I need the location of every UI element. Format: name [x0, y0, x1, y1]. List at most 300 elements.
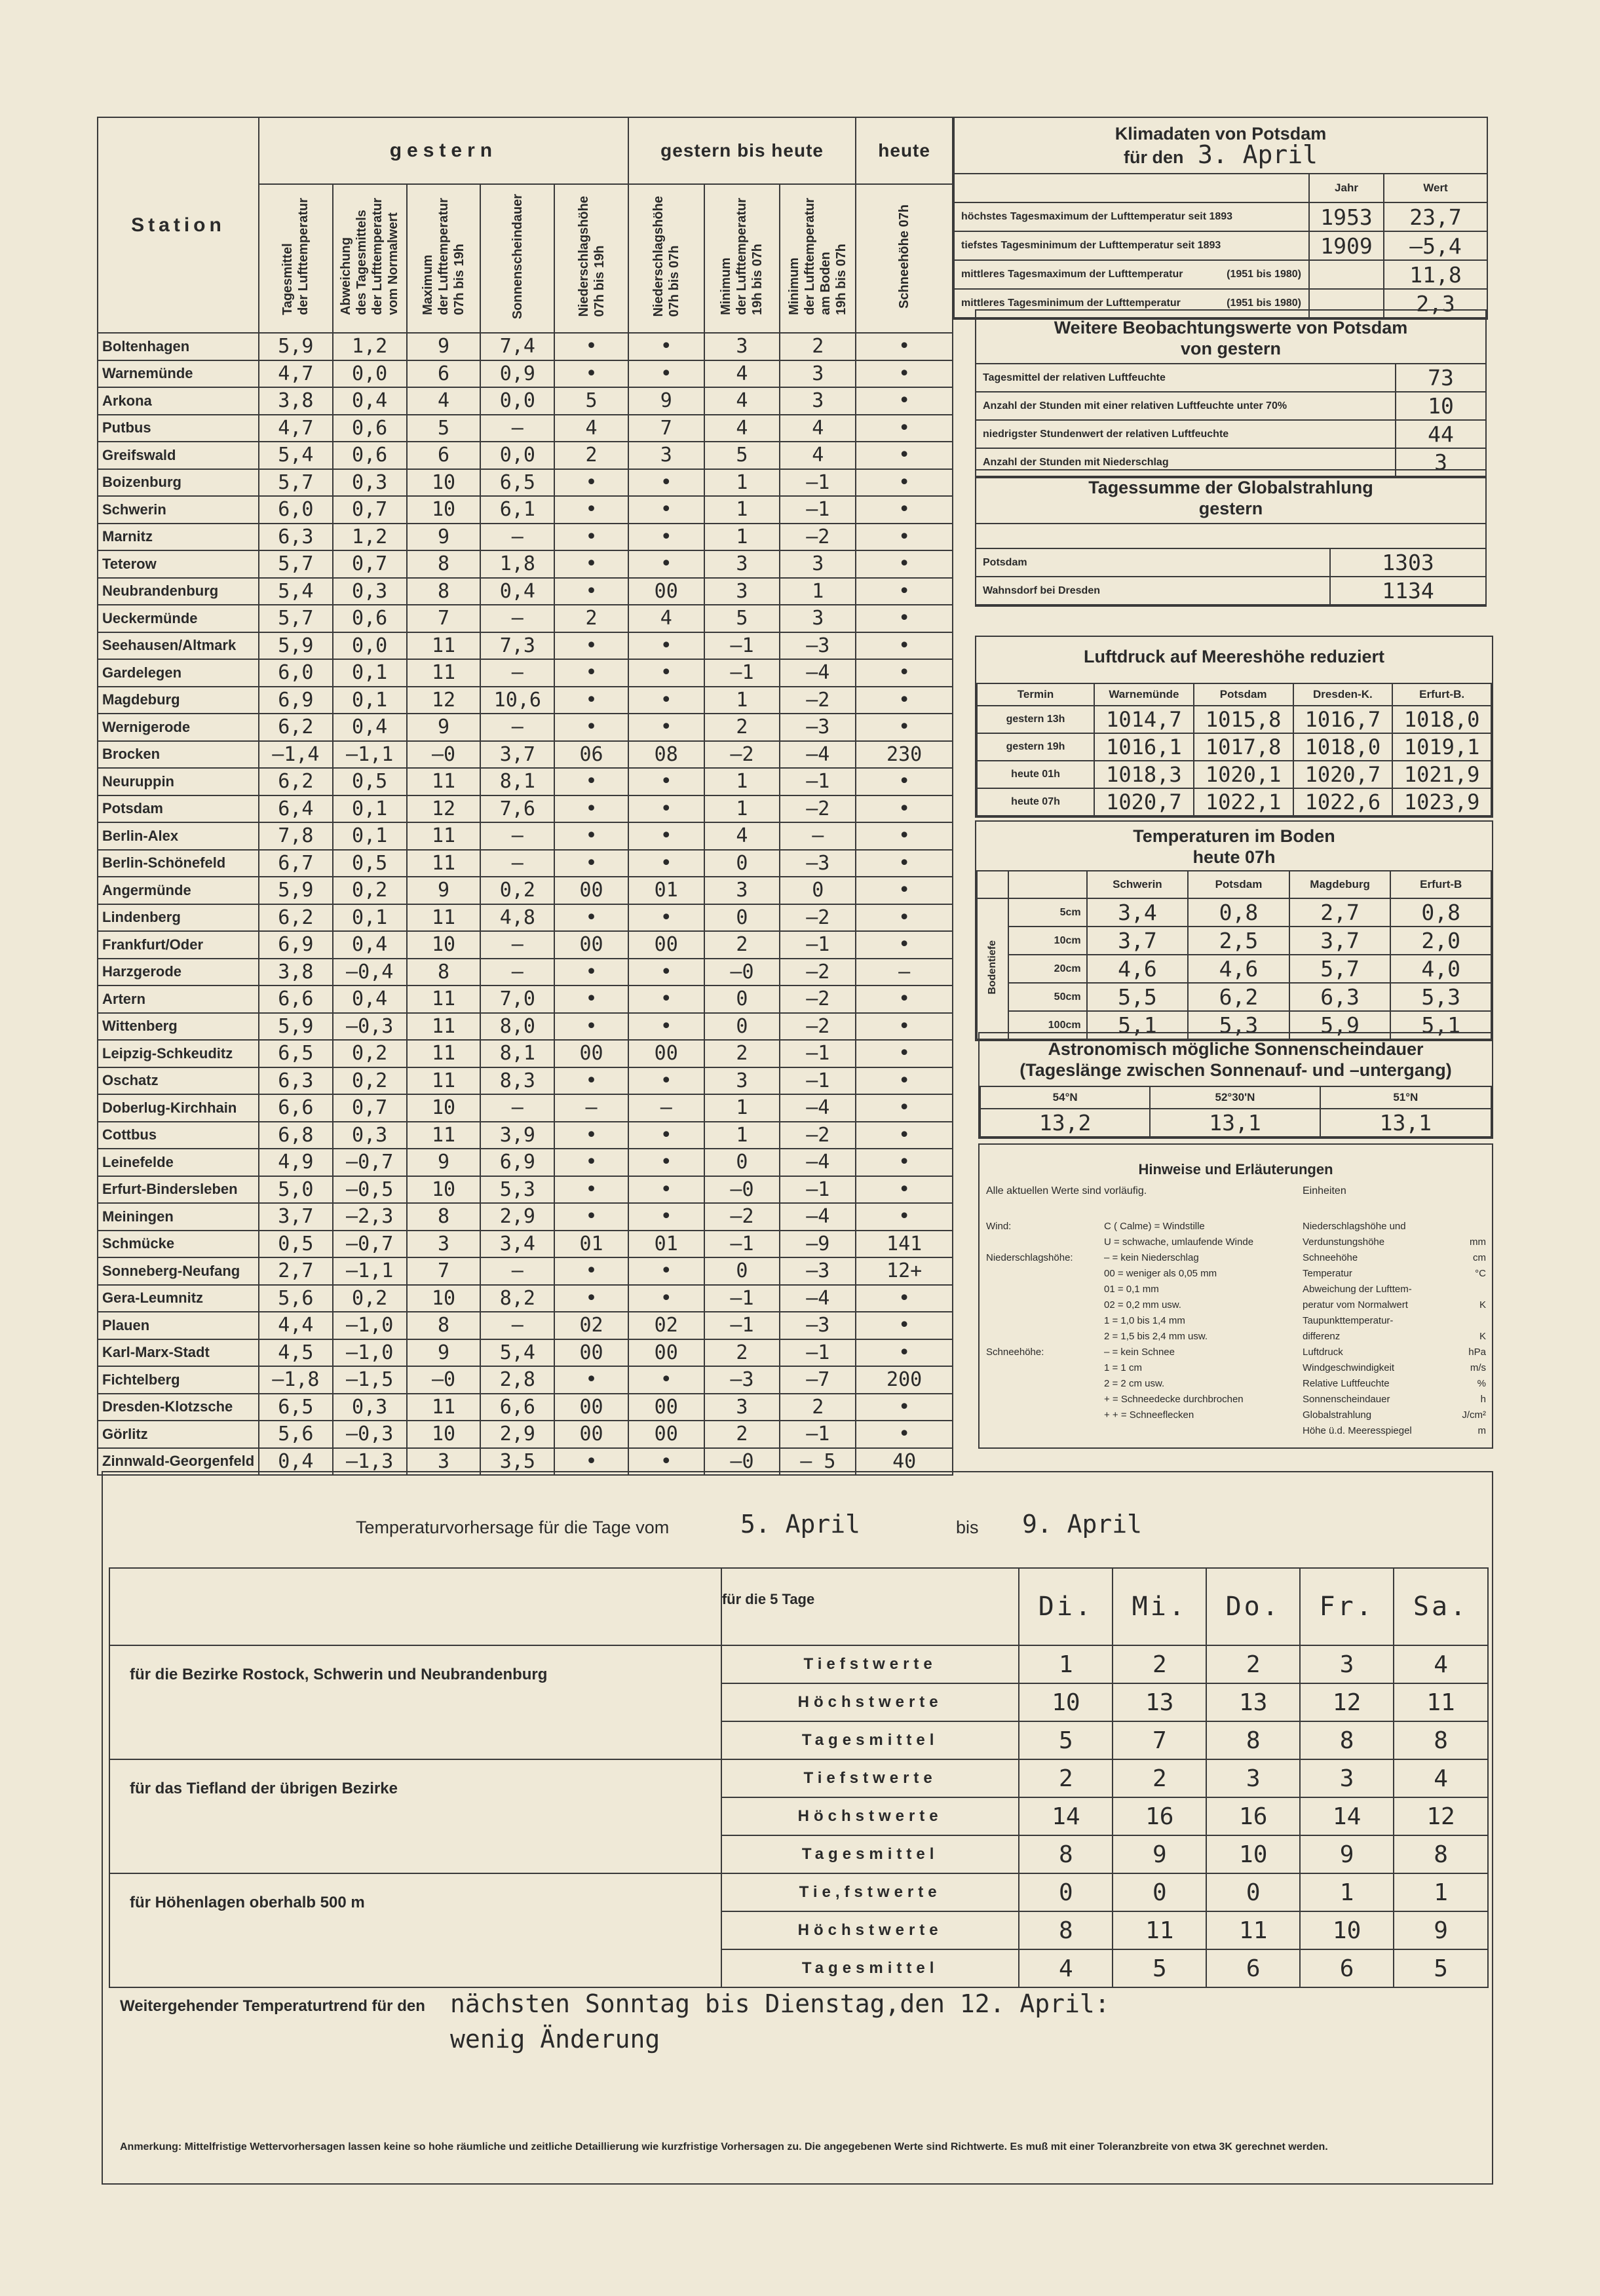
station-value: 3,7 — [259, 1203, 333, 1231]
station-value: 2 — [704, 714, 780, 741]
boden-value: 5,5 — [1087, 983, 1189, 1011]
station-row — [98, 360, 953, 388]
station-value: 6,2 — [259, 904, 333, 932]
hinweise-line — [986, 1234, 1294, 1250]
station-name: Frankfurt/Oder — [98, 931, 259, 959]
station-value: –1,3 — [333, 1448, 407, 1476]
station-value: • — [628, 714, 704, 741]
astro-value: 13,2 — [980, 1109, 1150, 1137]
station-value: –1 — [704, 1312, 780, 1339]
station-name: Potsdam — [98, 795, 259, 823]
forecast-value: 16 — [1113, 1797, 1206, 1835]
station-value: 00 — [554, 1040, 628, 1067]
station-value: –1,5 — [333, 1366, 407, 1394]
hinweise-key — [986, 1313, 1104, 1329]
station-name: Boltenhagen — [98, 333, 259, 360]
station-value: –1,8 — [259, 1366, 333, 1394]
unit-line — [1303, 1313, 1486, 1329]
klima-col-wert: Wert — [1384, 174, 1487, 202]
station-value: • — [554, 632, 628, 660]
station-value: • — [856, 1040, 953, 1067]
station-value: 12 — [407, 795, 481, 823]
station-value: • — [554, 333, 628, 360]
column-header — [259, 184, 333, 333]
station-value: 5,7 — [259, 550, 333, 578]
station-value: –1,0 — [333, 1312, 407, 1339]
station-value: • — [628, 524, 704, 551]
station-value: • — [856, 605, 953, 632]
column-header-label: Minimum der Lufttemperatur 19h bis 07h — [719, 198, 765, 315]
station-value: 3,7 — [480, 741, 554, 769]
boden-value: 3,7 — [1289, 927, 1391, 955]
station-row — [98, 1339, 953, 1367]
station-value: 00 — [628, 1339, 704, 1367]
unit-name: Verdunstungshöhe — [1303, 1236, 1385, 1248]
station-value: • — [856, 1149, 953, 1176]
station-value: 3,9 — [480, 1122, 554, 1149]
station-value: 4 — [407, 387, 481, 415]
station-value: – — [480, 524, 554, 551]
forecast-value: 8 — [1394, 1721, 1488, 1759]
unit-name: Luftdruck — [1303, 1347, 1343, 1358]
station-value: 0,6 — [333, 415, 407, 442]
station-value: 00 — [554, 1339, 628, 1367]
station-name: Putbus — [98, 415, 259, 442]
station-value: 0,4 — [480, 578, 554, 605]
hinweise-key: Wind: — [986, 1221, 1012, 1232]
klima-jahr — [1309, 260, 1384, 289]
luftdruck-value: 1018,0 — [1392, 706, 1491, 733]
astro-panel — [978, 1032, 1493, 1139]
station-name: Oschatz — [98, 1067, 259, 1095]
station-row — [98, 1285, 953, 1312]
station-value: 1,2 — [333, 524, 407, 551]
unit-line — [1303, 1219, 1486, 1234]
unit-line — [1303, 1423, 1486, 1439]
station-value: – — [480, 714, 554, 741]
luftdruck-header: Erfurt-B. — [1392, 683, 1491, 706]
forecast-value: 4 — [1394, 1759, 1488, 1797]
boden-value: 5,1 — [1087, 1011, 1189, 1039]
unit-name: Temperatur — [1303, 1268, 1352, 1279]
forecast-value: 14 — [1019, 1797, 1113, 1835]
beobachtung-label: Tagesmittel der relativen Luftfeuchte — [976, 364, 1396, 392]
forecast-value: 14 — [1300, 1797, 1394, 1835]
station-value: • — [856, 1013, 953, 1041]
unit-name: differenz — [1303, 1331, 1341, 1342]
station-value: 0,1 — [333, 687, 407, 714]
station-value: 0,9 — [480, 360, 554, 388]
station-value: • — [628, 469, 704, 497]
station-value: • — [856, 1312, 953, 1339]
station-value: 8 — [407, 959, 481, 986]
unit-line — [1303, 1407, 1486, 1423]
station-row — [98, 795, 953, 823]
station-value: • — [856, 795, 953, 823]
station-value: 6,5 — [259, 1040, 333, 1067]
station-value: –1,4 — [259, 741, 333, 769]
station-value: • — [554, 469, 628, 497]
luftdruck-termin: heute 07h — [977, 788, 1094, 816]
station-value: 3 — [704, 333, 780, 360]
station-value: • — [856, 360, 953, 388]
station-value: 0,6 — [333, 605, 407, 632]
luftdruck-termin: heute 01h — [977, 761, 1094, 788]
station-value: 3 — [780, 360, 856, 388]
station-value: 0 — [704, 1149, 780, 1176]
station-value: 7 — [407, 1257, 481, 1285]
hinweise-key: Schneehöhe: — [986, 1347, 1044, 1358]
station-name: Plauen — [98, 1312, 259, 1339]
station-value: • — [554, 578, 628, 605]
station-row — [98, 985, 953, 1013]
luftdruck-value: 1020,1 — [1194, 761, 1293, 788]
hinweise-key — [986, 1329, 1104, 1345]
station-name: Meiningen — [98, 1203, 259, 1231]
astro-subtitle: (Tageslänge zwischen Sonnenauf- und –untergang) — [1019, 1060, 1452, 1080]
station-value: – 5 — [780, 1448, 856, 1476]
klima-label-cell — [955, 260, 1309, 289]
forecast-value: 3 — [1300, 1645, 1394, 1683]
forecast-kind: Höchstwerte — [721, 1911, 1019, 1949]
station-name: Artern — [98, 985, 259, 1013]
station-value: • — [856, 904, 953, 932]
forecast-day: Mi. — [1113, 1568, 1206, 1645]
beobachtung-row — [976, 364, 1485, 392]
station-value: 01 — [628, 1231, 704, 1258]
station-value: 3,5 — [480, 1448, 554, 1476]
station-name: Erfurt-Bindersleben — [98, 1176, 259, 1204]
station-value: 0,2 — [480, 877, 554, 904]
station-value: 1 — [704, 469, 780, 497]
forecast-kind: Höchstwerte — [721, 1797, 1019, 1835]
station-name: Lindenberg — [98, 904, 259, 932]
unit-line — [1303, 1234, 1486, 1250]
klimadaten-title: Klimadaten von Potsdam — [1114, 124, 1327, 144]
station-row — [98, 1394, 953, 1421]
station-value: 11 — [407, 1040, 481, 1067]
forecast-heading: Temperaturvorhersage für die Tage vom — [356, 1518, 670, 1537]
station-value: • — [628, 1257, 704, 1285]
forecast-value: 10 — [1019, 1683, 1113, 1721]
station-value: 3 — [407, 1231, 481, 1258]
forecast-value: 2 — [1113, 1759, 1206, 1797]
forecast-value: 1 — [1394, 1873, 1488, 1911]
station-value: –1 — [780, 931, 856, 959]
boden-value: 5,7 — [1289, 955, 1391, 983]
station-value: 5,4 — [480, 1339, 554, 1367]
forecast-kind: Tagesmittel — [721, 1949, 1019, 1987]
column-header-label: Sonnenscheindauer — [510, 193, 525, 320]
boden-value: 6,3 — [1289, 983, 1391, 1011]
station-value: –1,0 — [333, 1339, 407, 1367]
station-row — [98, 442, 953, 469]
column-header — [480, 184, 554, 333]
station-value: • — [628, 1149, 704, 1176]
station-row — [98, 931, 953, 959]
luftdruck-termin: gestern 13h — [977, 706, 1094, 733]
station-value: • — [856, 877, 953, 904]
station-value: • — [554, 768, 628, 795]
station-row — [98, 387, 953, 415]
unit-line — [1303, 1297, 1486, 1313]
station-value: 3,8 — [259, 959, 333, 986]
forecast-value: 11 — [1206, 1911, 1300, 1949]
station-name: Arkona — [98, 387, 259, 415]
forecast-region: für Höhenlagen oberhalb 500 m — [109, 1873, 721, 1987]
station-value: 5 — [407, 415, 481, 442]
column-header-label: Schneehöhe 07h — [897, 204, 912, 309]
station-name: Harzgerode — [98, 959, 259, 986]
forecast-day: Fr. — [1300, 1568, 1394, 1645]
astro-header: 54°N — [980, 1086, 1150, 1109]
station-value: 0 — [780, 877, 856, 904]
station-value: –2 — [780, 959, 856, 986]
luftdruck-value: 1017,8 — [1194, 733, 1293, 761]
station-value: 9 — [407, 333, 481, 360]
station-value: 1,8 — [480, 550, 554, 578]
station-value: 2,9 — [480, 1203, 554, 1231]
station-value: • — [628, 1176, 704, 1204]
station-value: • — [856, 1394, 953, 1421]
station-value: 2 — [554, 605, 628, 632]
column-header-label: Tagesmittel der Lufttemperatur — [280, 198, 311, 315]
luftdruck-value: 1015,8 — [1194, 706, 1293, 733]
station-value: • — [856, 768, 953, 795]
unit-line — [1303, 1282, 1486, 1297]
station-value: –2 — [780, 687, 856, 714]
station-value: 2,8 — [480, 1366, 554, 1394]
hinweise-text: U = schwache, umlaufende Winde — [1104, 1236, 1254, 1248]
station-value: 8 — [407, 578, 481, 605]
klimadaten-date: 3. April — [1197, 140, 1318, 169]
hinweise-text: – = kein Niederschlag — [1104, 1252, 1199, 1263]
station-value: • — [856, 387, 953, 415]
station-value: 1 — [704, 1094, 780, 1122]
beobachtung-row — [976, 420, 1485, 448]
unit-line — [1303, 1360, 1486, 1376]
station-value: 11 — [407, 1013, 481, 1041]
station-name: Doberlug-Kirchhain — [98, 1094, 259, 1122]
station-value: 0,2 — [333, 877, 407, 904]
station-value: – — [856, 959, 953, 986]
station-value: 08 — [628, 741, 704, 769]
station-row — [98, 550, 953, 578]
station-value: • — [856, 524, 953, 551]
unit-symbol: % — [1477, 1378, 1486, 1389]
station-name: Sonneberg-Neufang — [98, 1257, 259, 1285]
forecast-value: 5 — [1113, 1949, 1206, 1987]
station-value: – — [480, 605, 554, 632]
unit-symbol: hPa — [1468, 1347, 1486, 1358]
hinweise-line — [986, 1407, 1294, 1423]
station-row — [98, 524, 953, 551]
klimadaten-fuer-den: für den — [1123, 147, 1184, 167]
hinweise-key — [986, 1392, 1104, 1407]
station-value: 2 — [704, 1040, 780, 1067]
station-value: • — [628, 959, 704, 986]
station-value: 5 — [704, 442, 780, 469]
station-value: –1,1 — [333, 1257, 407, 1285]
forecast-value: 16 — [1206, 1797, 1300, 1835]
station-value: 11 — [407, 850, 481, 877]
station-value: 7,6 — [480, 795, 554, 823]
klima-label: tiefstes Tagesminimum der Lufttemperatur seit 1893 — [961, 240, 1221, 251]
station-row — [98, 578, 953, 605]
klima-jahr: 1953 — [1309, 202, 1384, 231]
station-value: • — [628, 360, 704, 388]
forecast-kind: Tiefstwerte — [721, 1645, 1019, 1683]
station-value: • — [856, 659, 953, 687]
station-value: 2 — [780, 1394, 856, 1421]
station-value: • — [628, 1366, 704, 1394]
trend-label: Weitergehender Temperaturtrend für den — [120, 1997, 425, 2015]
station-value: 4,9 — [259, 1149, 333, 1176]
unit-name: Globalstrahlung — [1303, 1409, 1372, 1421]
boden-side-label: Bodentiefe — [986, 940, 998, 995]
station-value: 7,4 — [480, 333, 554, 360]
hinweise-line — [986, 1360, 1294, 1376]
station-value: –1 — [780, 1176, 856, 1204]
forecast-value: 0 — [1019, 1873, 1113, 1911]
station-value: • — [628, 768, 704, 795]
station-value: 10,6 — [480, 687, 554, 714]
station-value: 3 — [704, 578, 780, 605]
station-value: 5,3 — [480, 1176, 554, 1204]
globalstrahlung-row — [976, 577, 1485, 605]
station-value: 6,9 — [259, 687, 333, 714]
hinweise-text: + = Schneedecke durchbrochen — [1104, 1394, 1244, 1405]
station-value: –1 — [780, 496, 856, 524]
hinweise-key: Niederschlagshöhe: — [986, 1252, 1073, 1263]
globalstrahlung-wert: 1134 — [1330, 577, 1485, 605]
station-value: – — [480, 931, 554, 959]
station-name: Neuruppin — [98, 768, 259, 795]
station-value: 0,2 — [333, 1040, 407, 1067]
forecast-day: Di. — [1019, 1568, 1113, 1645]
klima-period: (1951 bis 1980) — [1227, 297, 1301, 309]
station-value: –3 — [780, 850, 856, 877]
station-value: 4 — [704, 822, 780, 850]
luftdruck-value: 1020,7 — [1094, 788, 1194, 816]
station-value: – — [480, 1312, 554, 1339]
station-value: • — [628, 1067, 704, 1095]
station-value: 7,0 — [480, 985, 554, 1013]
station-value: • — [856, 1203, 953, 1231]
station-row — [98, 741, 953, 769]
station-value: 11 — [407, 768, 481, 795]
hinweise-line — [986, 1250, 1294, 1266]
forecast-region: für die Bezirke Rostock, Schwerin und Neubrandenburg — [109, 1645, 721, 1759]
column-header — [333, 184, 407, 333]
station-value: • — [856, 578, 953, 605]
station-value: –1 — [780, 1339, 856, 1367]
station-value: • — [628, 333, 704, 360]
forecast-value: 10 — [1206, 1835, 1300, 1873]
station-value: 6,9 — [259, 931, 333, 959]
station-value: • — [856, 714, 953, 741]
luftdruck-value: 1016,7 — [1293, 706, 1393, 733]
unit-symbol: J/cm² — [1462, 1409, 1486, 1421]
boden-value: 4,6 — [1087, 955, 1189, 983]
station-row — [98, 605, 953, 632]
station-value: –4 — [780, 1094, 856, 1122]
station-value: 0,4 — [259, 1448, 333, 1476]
boden-value: 2,5 — [1188, 927, 1289, 955]
station-value: 0,1 — [333, 822, 407, 850]
column-header-label: Abweichung des Tagesmittels der Lufttemperatur vom Normalwert — [339, 198, 401, 315]
station-value: 3,4 — [480, 1231, 554, 1258]
forecast-value: 8 — [1206, 1721, 1300, 1759]
forecast-value: 9 — [1113, 1835, 1206, 1873]
boden-corner — [977, 871, 1008, 898]
boden-value: 3,4 — [1087, 898, 1189, 927]
station-row — [98, 1122, 953, 1149]
group-header-gestern-bis-heute: gestern bis heute — [628, 117, 856, 184]
hinweise-key — [986, 1360, 1104, 1376]
station-value: –0,3 — [333, 1013, 407, 1041]
station-value: 9 — [407, 714, 481, 741]
forecast-value: 0 — [1206, 1873, 1300, 1911]
luftdruck-header: Potsdam — [1194, 683, 1293, 706]
station-value: 00 — [554, 1421, 628, 1448]
column-header-label: Minimum der Lufttemperatur am Boden 19h bis 07h — [787, 198, 849, 315]
station-value: 11 — [407, 632, 481, 660]
beobachtung-title: Weitere Beobachtungswerte von Potsdam — [1054, 318, 1408, 337]
station-value: –1 — [780, 469, 856, 497]
station-name: Angermünde — [98, 877, 259, 904]
station-row — [98, 415, 953, 442]
forecast-value: 12 — [1300, 1683, 1394, 1721]
station-value: 1 — [704, 768, 780, 795]
station-value: • — [628, 985, 704, 1013]
hinweise-line — [986, 1329, 1294, 1345]
astro-title: Astronomisch mögliche Sonnenscheindauer — [1048, 1039, 1424, 1059]
beobachtung-wert: 44 — [1396, 420, 1485, 448]
forecast-value: 4 — [1019, 1949, 1113, 1987]
klima-row — [955, 260, 1487, 289]
station-value: • — [856, 1176, 953, 1204]
station-value: 0,5 — [333, 768, 407, 795]
station-row — [98, 469, 953, 497]
hinweise-text: 02 = 0,2 mm usw. — [1104, 1299, 1181, 1311]
column-header — [856, 184, 953, 333]
forecast-value: 9 — [1394, 1911, 1488, 1949]
station-value: • — [554, 1257, 628, 1285]
station-value: • — [628, 795, 704, 823]
station-value: 9 — [407, 524, 481, 551]
station-value: 2,7 — [259, 1257, 333, 1285]
station-value: 5,0 — [259, 1176, 333, 1204]
station-value: 1 — [704, 1122, 780, 1149]
forecast-table — [109, 1567, 1489, 1988]
forecast-value: 6 — [1300, 1949, 1394, 1987]
station-value: 0,6 — [333, 442, 407, 469]
station-value: • — [554, 904, 628, 932]
hinweise-line — [986, 1266, 1294, 1282]
boden-row — [977, 955, 1491, 983]
boden-value: 2,0 — [1390, 927, 1491, 955]
station-value: 11 — [407, 985, 481, 1013]
forecast-five-days: für die 5 Tage — [721, 1568, 1019, 1645]
forecast-note: Anmerkung: Mittelfristige Wettervorhersagen lassen keine so hohe räumliche und zeitliche Detaillierung wie kurzfristige Vorhersagen zu. Die angegebenen Werte sind Richtwerte. Es muß mit einer Toleranzbreite von etwa 3K gerechnet werden. — [120, 2141, 1328, 2152]
station-value: • — [554, 850, 628, 877]
station-value: 0,3 — [333, 1394, 407, 1421]
station-value: 6,5 — [259, 1394, 333, 1421]
hinweise-key — [986, 1234, 1104, 1250]
station-value: • — [554, 795, 628, 823]
forecast-row — [109, 1759, 1488, 1797]
